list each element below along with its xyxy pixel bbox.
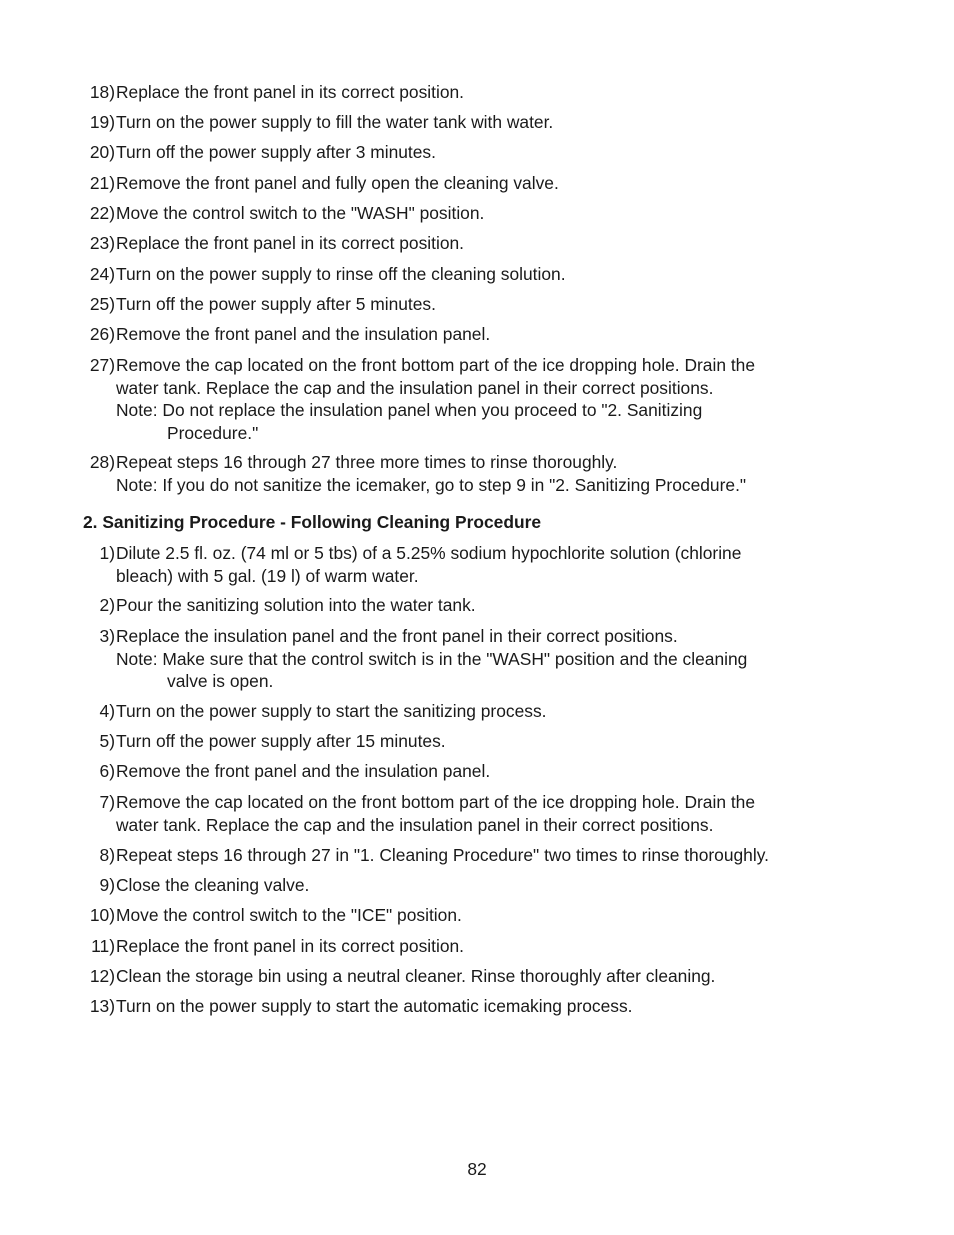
step-line: Turn off the power supply after 5 minutes. bbox=[116, 294, 436, 314]
step-number: 18) bbox=[89, 82, 115, 102]
step-line: Clean the storage bin using a neutral cleaner. Rinse thoroughly after cleaning. bbox=[116, 966, 716, 986]
step-line: Turn on the power supply to fill the water tank with water. bbox=[116, 112, 554, 132]
step-text bbox=[116, 874, 856, 897]
step-text bbox=[116, 730, 856, 753]
step-text bbox=[116, 111, 856, 134]
step-text bbox=[116, 141, 856, 164]
step-text bbox=[116, 354, 856, 444]
step-line: Replace the insulation panel and the front panel in their correct positions. bbox=[116, 626, 678, 646]
step-text bbox=[116, 542, 856, 587]
step-text bbox=[116, 172, 856, 195]
step-number: 23) bbox=[89, 233, 115, 253]
step-number: 1) bbox=[99, 543, 115, 563]
step-number: 27) bbox=[89, 355, 115, 375]
step-line: Pour the sanitizing solution into the water tank. bbox=[116, 595, 476, 615]
step-number: 2) bbox=[99, 595, 115, 615]
step-text bbox=[116, 844, 856, 867]
step-line: Replace the front panel in its correct position. bbox=[116, 82, 464, 102]
step-line: Remove the front panel and the insulation panel. bbox=[116, 324, 491, 344]
step-number: 22) bbox=[89, 203, 115, 223]
step-line: bleach) with 5 gal. (19 l) of warm water. bbox=[116, 565, 419, 586]
step-number: 25) bbox=[89, 294, 115, 314]
step-line: water tank. Replace the cap and the insulation panel in their correct positions. bbox=[116, 814, 714, 835]
step-line: Note: Make sure that the control switch is in the "WASH" position and the cleaning bbox=[116, 648, 748, 669]
step-line: Turn off the power supply after 15 minutes. bbox=[116, 731, 446, 751]
step-line: Note: Do not replace the insulation panel when you proceed to "2. Sanitizing bbox=[116, 400, 703, 420]
step-number: 3) bbox=[99, 626, 115, 646]
step-line: Move the control switch to the "WASH" position. bbox=[116, 203, 485, 223]
step-number: 4) bbox=[99, 701, 115, 721]
step-line: Turn off the power supply after 3 minutes. bbox=[116, 142, 436, 162]
step-line: Remove the front panel and the insulation panel. bbox=[116, 761, 491, 781]
step-text bbox=[116, 293, 856, 316]
step-number: 6) bbox=[99, 761, 115, 781]
step-number: 9) bbox=[99, 875, 115, 895]
step-number: 5) bbox=[99, 731, 115, 751]
step-line: Move the control switch to the "ICE" position. bbox=[116, 905, 462, 925]
step-line: Turn on the power supply to start the sanitizing process. bbox=[116, 701, 547, 721]
step-text bbox=[116, 323, 856, 346]
step-line: Procedure." bbox=[167, 422, 259, 443]
step-number: 21) bbox=[89, 173, 115, 193]
step-text bbox=[116, 594, 856, 617]
step-line: Repeat steps 16 through 27 three more times to rinse thoroughly. bbox=[116, 452, 618, 472]
step-line: Turn on the power supply to rinse off the cleaning solution. bbox=[116, 264, 566, 284]
step-line: Repeat steps 16 through 27 in "1. Cleaning Procedure" two times to rinse thoroughly. bbox=[116, 845, 769, 865]
step-number: 13) bbox=[89, 996, 115, 1016]
step-number: 24) bbox=[89, 264, 115, 284]
step-line: Replace the front panel in its correct position. bbox=[116, 936, 464, 956]
step-line: Dilute 2.5 fl. oz. (74 ml or 5 tbs) of a 5.25% sodium hypochlorite solution (chlorine bbox=[116, 543, 742, 563]
step-number: 28) bbox=[89, 452, 115, 472]
step-number: 20) bbox=[89, 142, 115, 162]
step-number: 12) bbox=[89, 966, 115, 986]
page-number: 82 bbox=[467, 1159, 487, 1179]
step-line: Replace the front panel in its correct position. bbox=[116, 233, 464, 253]
step-text bbox=[116, 81, 856, 104]
step-text bbox=[116, 995, 856, 1018]
step-text bbox=[116, 202, 856, 225]
step-text bbox=[116, 965, 856, 988]
section-heading: 2. Sanitizing Procedure - Following Cleaning Procedure bbox=[83, 512, 542, 532]
step-line: Remove the cap located on the front bottom part of the ice dropping hole. Drain the bbox=[116, 792, 756, 812]
step-line: Remove the cap located on the front bottom part of the ice dropping hole. Drain the bbox=[116, 355, 756, 375]
step-text bbox=[116, 451, 856, 496]
step-text bbox=[116, 935, 856, 958]
step-text bbox=[116, 760, 856, 783]
step-text bbox=[116, 904, 856, 927]
step-number: 11) bbox=[91, 936, 115, 956]
step-line: Remove the front panel and fully open the cleaning valve. bbox=[116, 173, 559, 193]
step-text bbox=[116, 700, 856, 723]
step-line: water tank. Replace the cap and the insulation panel in their correct positions. bbox=[116, 377, 714, 398]
step-number: 8) bbox=[99, 845, 115, 865]
step-text bbox=[116, 232, 856, 255]
step-text bbox=[116, 791, 856, 836]
step-number: 19) bbox=[89, 112, 115, 132]
step-number: 26) bbox=[89, 324, 115, 344]
step-text bbox=[116, 625, 856, 693]
step-line: Close the cleaning valve. bbox=[116, 875, 310, 895]
step-number: 10) bbox=[89, 905, 115, 925]
step-line: Note: If you do not sanitize the icemaker, go to step 9 in "2. Sanitizing Procedure." bbox=[116, 474, 747, 495]
step-line: Turn on the power supply to start the automatic icemaking process. bbox=[116, 996, 633, 1016]
step-number: 7) bbox=[99, 792, 115, 812]
step-line: valve is open. bbox=[167, 671, 274, 691]
step-text bbox=[116, 263, 856, 286]
